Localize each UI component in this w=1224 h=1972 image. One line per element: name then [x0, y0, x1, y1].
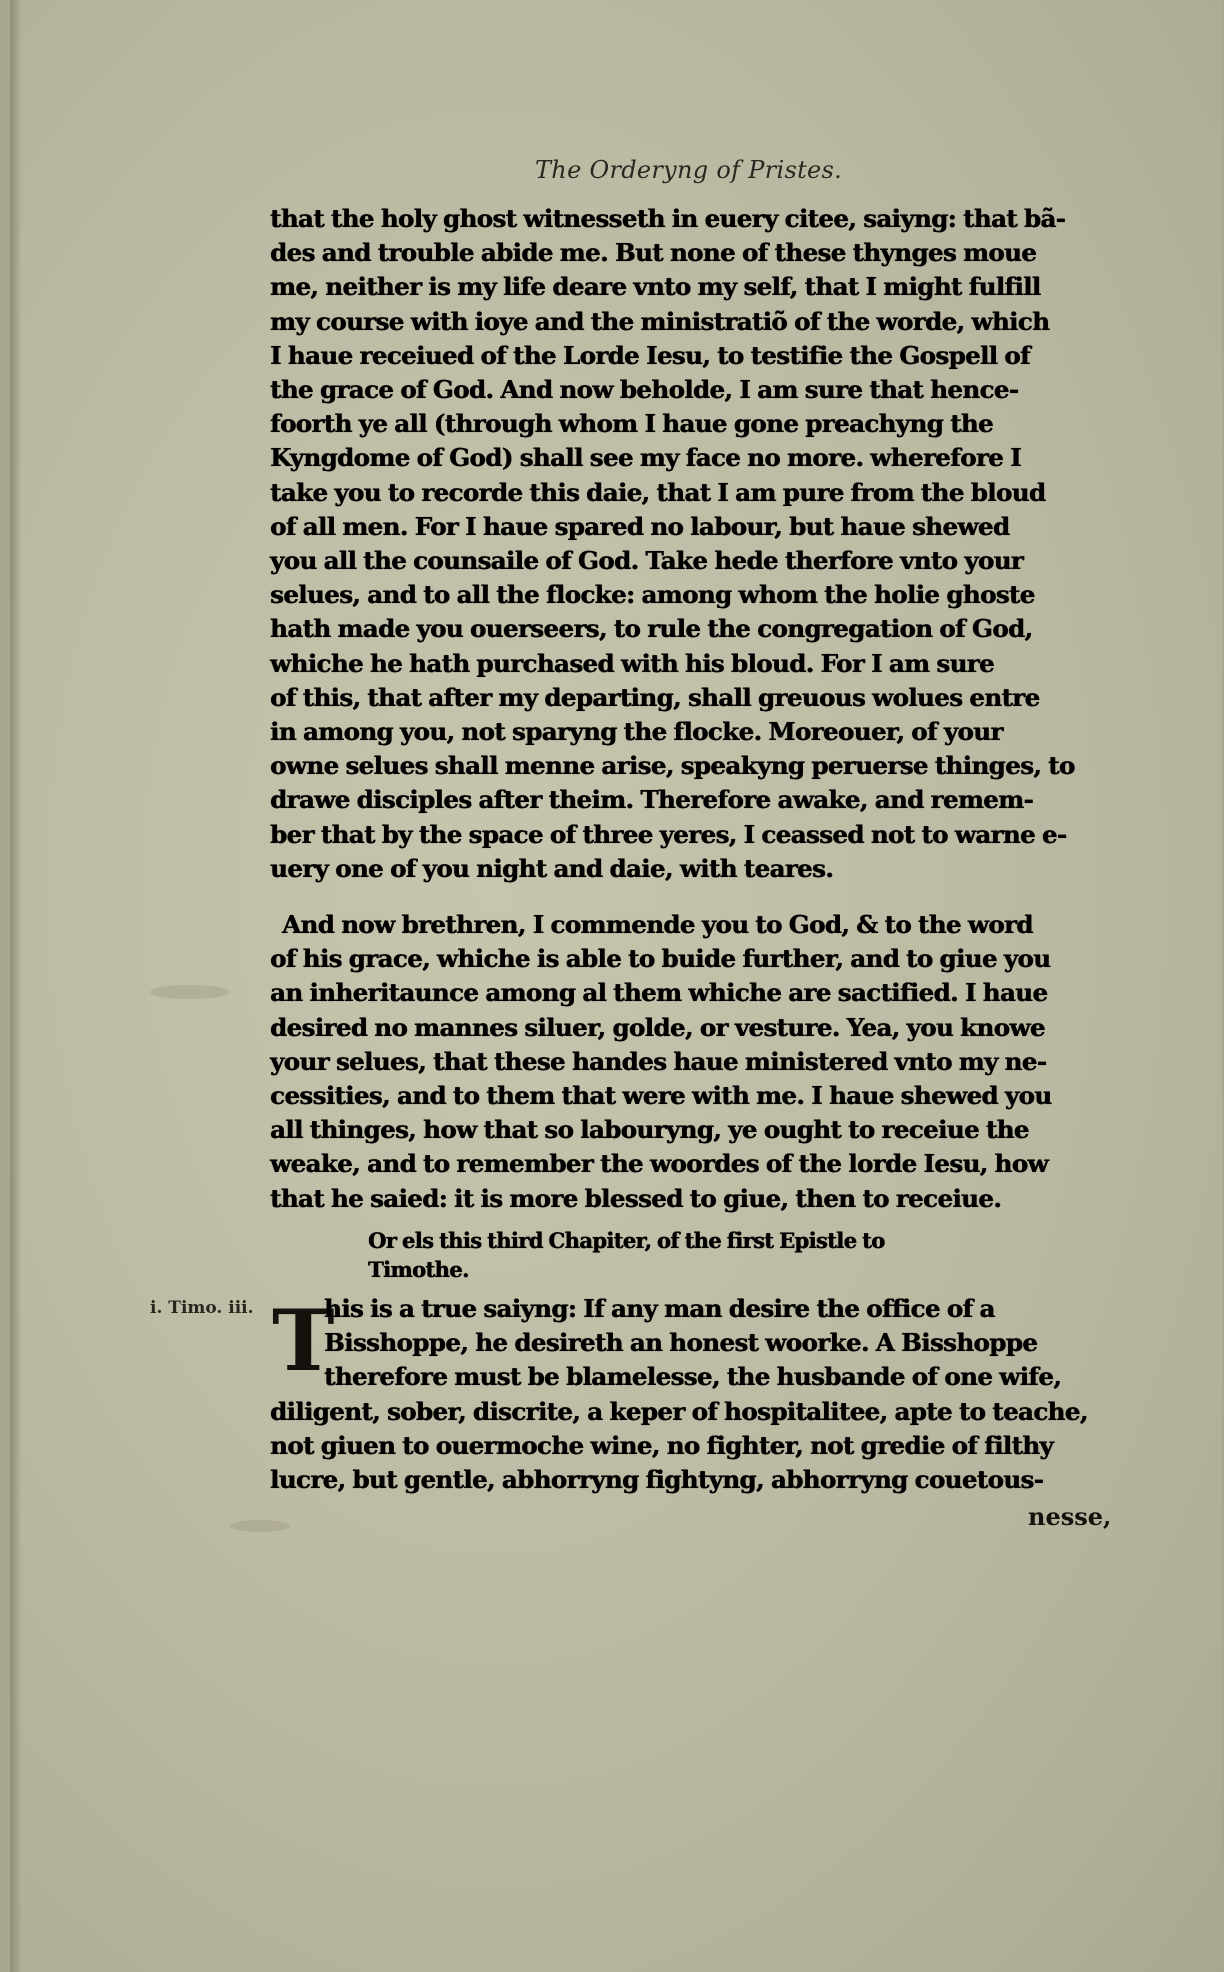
text-line: drawe disciples after theim. Therefore awake, and remem-: [270, 785, 1034, 815]
paragraph-2: [270, 908, 1120, 1216]
text-line: And now brethren, I commende you to God, & to the word: [282, 910, 1033, 939]
text-line: all thinges, how that so labouryng, ye ought to receiue the: [270, 1115, 1029, 1145]
text-line: your selues, that these handes haue ministered vnto my ne-: [270, 1046, 1047, 1076]
text-line: I haue receiued of the Lorde Iesu, to testifie the Gospell of: [270, 340, 1030, 370]
text-line: uery one of you night and daie, with teares.: [270, 853, 834, 883]
text-line: the grace of God. And now beholde, I am sure that hence-: [270, 375, 1019, 405]
text-line: not giuen to ouermoche wine, no fighter, not gredie of filthy: [270, 1430, 1054, 1460]
rubric: [368, 1226, 1068, 1284]
text-line: me, neither is my life deare vnto my self, that I might fulfill: [270, 272, 1041, 302]
text-line: his is a true saiyng: If any man desire the office of a: [324, 1294, 995, 1323]
margin-smudge: [230, 1520, 290, 1532]
drop-cap-initial: T: [272, 1291, 335, 1390]
text-line: an inheritaunce among al them whiche are sactified. I haue: [270, 978, 1048, 1008]
text-line: of this, that after my departing, shall greuous wolues entre: [270, 682, 1040, 712]
text-line: selues, and to all the flocke: among whom the holie ghoste: [270, 580, 1035, 610]
running-head: The Orderyng of Pristes.: [535, 156, 843, 184]
text-line: owne selues shall menne arise, speakyng peruerse thinges, to: [270, 751, 1075, 781]
text-line: diligent, sober, discrite, a keper of hospitalitee, apte to teache,: [270, 1396, 1088, 1426]
paragraph-1: [270, 202, 1120, 886]
text-line: my course with ioye and the ministratiõ of the worde, which: [270, 306, 1050, 336]
gutter-shadow: [10, 0, 22, 1972]
text-line: desired no mannes siluer, golde, or vesture. Yea, you knowe: [270, 1012, 1045, 1042]
text-line: weake, and to remember the woordes of the lorde Iesu, how: [270, 1149, 1048, 1179]
text-line: you all the counsaile of God. Take hede therfore vnto your: [270, 546, 1024, 576]
text-line: Bisshoppe, he desireth an honest woorke. A Bisshoppe: [324, 1328, 1038, 1358]
text-line: that he saied: it is more blessed to giue, then to receiue.: [270, 1183, 1002, 1213]
text-line: hath made you ouerseers, to rule the congregation of God,: [270, 614, 1033, 644]
text-line: in among you, not sparyng the flocke. Moreouer, of your: [270, 717, 1003, 747]
epistle-paragraph: [270, 1292, 1120, 1497]
text-line: lucre, but gentle, abhorryng fightyng, abhorryng couetous-: [270, 1465, 1044, 1495]
margin-smudge: [150, 985, 230, 999]
text-line: ber that by the space of three yeres, I ceassed not to warne e-: [270, 819, 1067, 849]
text-line: take you to recorde this daie, that I am pure from the bloud: [270, 477, 1046, 507]
text-line: that the holy ghost witnesseth in euery citee, saiyng: that bã-: [270, 204, 1066, 233]
text-line: of all men. For I haue spared no labour, but haue shewed: [270, 511, 1010, 541]
text-line: whiche he hath purchased with his bloud. For I am sure: [270, 648, 994, 678]
text-line: therefore must be blamelesse, the husbande of one wife,: [324, 1362, 1062, 1392]
text-line: des and trouble abide me. But none of these thynges moue: [270, 238, 1037, 268]
text-line: of his grace, whiche is able to buide further, and to giue you: [270, 944, 1051, 974]
rubric-line: Or els this third Chapiter, of the first Epistle to: [368, 1228, 885, 1253]
text-line: Kyngdome of God) shall see my face no more. wherefore I: [270, 443, 1021, 473]
margin-note: i. Timo. iii.: [150, 1298, 254, 1318]
catchword: nesse,: [1028, 1502, 1112, 1531]
text-line: foorth ye all (through whom I haue gone preachyng the: [270, 409, 993, 439]
text-line: cessities, and to them that were with me. I haue shewed you: [270, 1081, 1052, 1111]
rubric-line: Timothe.: [368, 1257, 469, 1282]
